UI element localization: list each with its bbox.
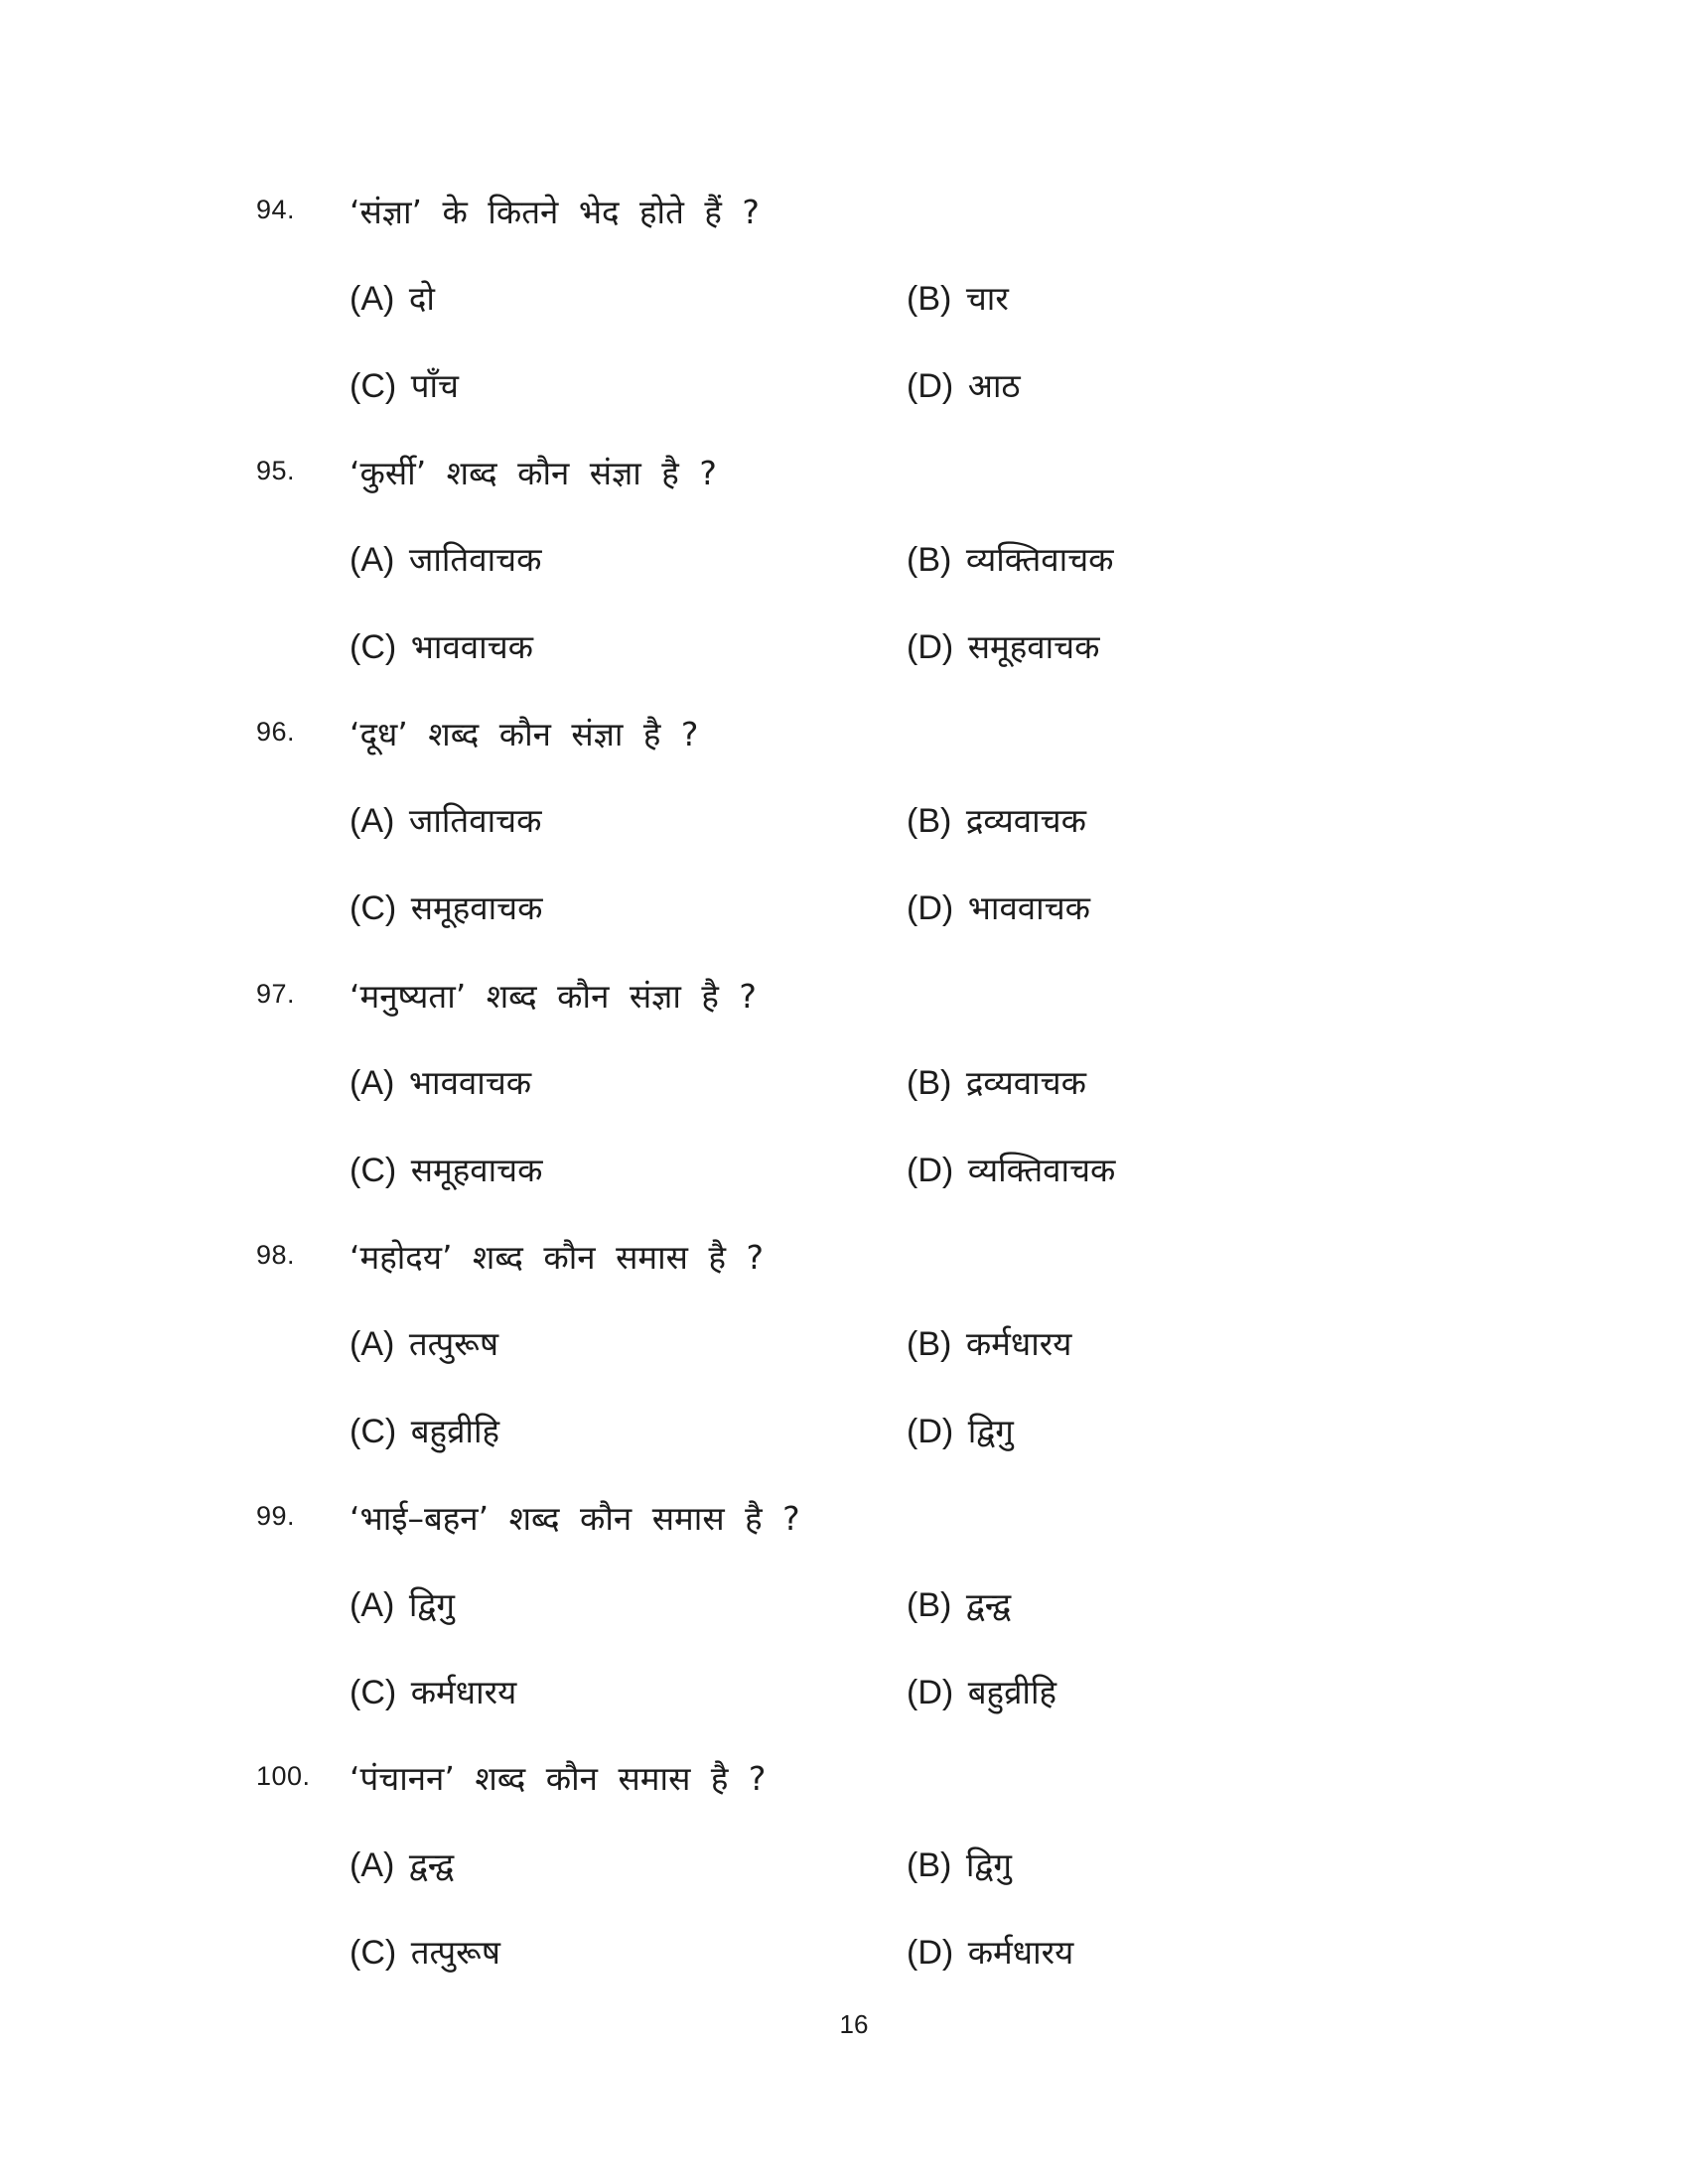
question-100 bbox=[0, 1755, 1688, 2016]
option-text: द्रव्यवाचक bbox=[965, 1063, 1086, 1102]
option-label: (A) bbox=[350, 1325, 395, 1363]
option-text: द्विगु bbox=[408, 1585, 455, 1624]
option-a bbox=[350, 1581, 455, 1626]
option-label: (A) bbox=[350, 1586, 395, 1624]
option-label: (C) bbox=[350, 1934, 397, 1972]
question-text: ‘संज्ञा’ के कितने भेद होते हैं ? bbox=[350, 193, 760, 231]
option-text: भाववाचक bbox=[408, 1063, 532, 1102]
option-text: द्विगु bbox=[967, 1412, 1014, 1450]
option-b bbox=[907, 1581, 1011, 1626]
question-text: ‘पंचानन’ शब्द कौन समास है ? bbox=[350, 1759, 767, 1798]
option-text: द्रव्यवाचक bbox=[965, 801, 1086, 840]
option-label: (A) bbox=[350, 1846, 395, 1884]
question-number: 96. bbox=[256, 717, 296, 747]
question-text: ‘कुर्सी’ शब्द कौन संज्ञा है ? bbox=[350, 454, 717, 492]
option-a bbox=[350, 1320, 498, 1365]
option-text: कर्मधारय bbox=[410, 1673, 517, 1711]
option-label: (C) bbox=[350, 1674, 397, 1711]
question-number: 99. bbox=[256, 1501, 296, 1531]
option-text: भाववाचक bbox=[410, 627, 533, 666]
question-number: 94. bbox=[256, 195, 296, 224]
option-d bbox=[907, 1408, 1014, 1452]
option-a bbox=[350, 275, 435, 320]
option-label: (D) bbox=[907, 367, 954, 405]
option-text: आठ bbox=[967, 366, 1021, 405]
option-text: दो bbox=[408, 279, 435, 318]
option-c bbox=[350, 885, 542, 929]
option-label: (B) bbox=[907, 280, 952, 318]
option-b bbox=[907, 275, 1009, 320]
option-text: भाववाचक bbox=[967, 888, 1090, 927]
question-text: ‘महोदय’ शब्द कौन समास है ? bbox=[350, 1238, 764, 1277]
option-b bbox=[907, 1842, 1012, 1886]
option-c bbox=[350, 1408, 499, 1452]
question-94 bbox=[0, 189, 1688, 450]
option-label: (A) bbox=[350, 802, 395, 840]
option-label: (B) bbox=[907, 1846, 952, 1884]
option-label: (A) bbox=[350, 280, 395, 318]
option-label: (D) bbox=[907, 1674, 954, 1711]
question-98 bbox=[0, 1234, 1688, 1495]
option-b bbox=[907, 536, 1114, 581]
option-a bbox=[350, 1059, 531, 1104]
option-c bbox=[350, 1669, 516, 1713]
option-label: (A) bbox=[350, 1064, 395, 1102]
question-text: ‘मनुष्यता’ शब्द कौन संज्ञा है ? bbox=[350, 977, 757, 1016]
option-label: (D) bbox=[907, 1934, 954, 1972]
option-d bbox=[907, 885, 1090, 929]
option-d bbox=[907, 1147, 1115, 1191]
question-95 bbox=[0, 450, 1688, 711]
option-text: जातिवाचक bbox=[408, 801, 542, 840]
page-number: 16 bbox=[839, 2009, 869, 2039]
option-b bbox=[907, 797, 1086, 842]
option-label: (B) bbox=[907, 802, 952, 840]
option-label: (C) bbox=[350, 1413, 397, 1450]
option-text: द्वन्द्व bbox=[408, 1845, 455, 1884]
option-b bbox=[907, 1059, 1086, 1104]
option-text: द्वन्द्व bbox=[965, 1585, 1012, 1624]
option-d bbox=[907, 1669, 1056, 1713]
option-label: (B) bbox=[907, 1064, 952, 1102]
question-number: 98. bbox=[256, 1240, 296, 1270]
question-97 bbox=[0, 973, 1688, 1234]
option-c bbox=[350, 623, 533, 668]
option-label: (C) bbox=[350, 628, 397, 666]
option-text: व्यक्तिवाचक bbox=[965, 540, 1114, 579]
option-b bbox=[907, 1320, 1071, 1365]
option-text: समूहवाचक bbox=[410, 1151, 543, 1189]
option-label: (B) bbox=[907, 1586, 952, 1624]
option-label: (A) bbox=[350, 541, 395, 579]
question-99 bbox=[0, 1495, 1688, 1756]
option-text: कर्मधारय bbox=[967, 1933, 1074, 1972]
question-number: 97. bbox=[256, 979, 296, 1009]
option-a bbox=[350, 536, 541, 581]
option-text: जातिवाचक bbox=[408, 540, 542, 579]
question-text: ‘दूध’ शब्द कौन संज्ञा है ? bbox=[350, 715, 699, 753]
option-text: चार bbox=[965, 279, 1009, 318]
question-number: 95. bbox=[256, 456, 296, 485]
question-text: ‘भाई–बहन’ शब्द कौन समास है ? bbox=[350, 1499, 800, 1538]
option-label: (B) bbox=[907, 541, 952, 579]
option-label: (C) bbox=[350, 889, 397, 927]
option-text: समूहवाचक bbox=[967, 627, 1100, 666]
option-text: तत्पुरूष bbox=[410, 1933, 500, 1972]
option-text: व्यक्तिवाचक bbox=[967, 1151, 1116, 1189]
option-text: द्विगु bbox=[965, 1845, 1012, 1884]
option-text: बहुव्रीहि bbox=[967, 1673, 1057, 1711]
option-text: तत्पुरूष bbox=[408, 1324, 499, 1363]
option-text: कर्मधारय bbox=[965, 1324, 1072, 1363]
option-d bbox=[907, 1929, 1073, 1974]
option-d bbox=[907, 362, 1021, 407]
option-label: (C) bbox=[350, 1152, 397, 1189]
option-label: (D) bbox=[907, 1152, 954, 1189]
option-label: (D) bbox=[907, 628, 954, 666]
option-label: (D) bbox=[907, 1413, 954, 1450]
question-96 bbox=[0, 711, 1688, 972]
option-c bbox=[350, 1147, 542, 1191]
option-text: समूहवाचक bbox=[410, 888, 543, 927]
option-c bbox=[350, 1929, 500, 1974]
question-number: 100. bbox=[256, 1761, 311, 1791]
option-a bbox=[350, 1842, 454, 1886]
option-text: बहुव्रीहि bbox=[410, 1412, 500, 1450]
option-text: पाँच bbox=[410, 366, 459, 405]
option-a bbox=[350, 797, 541, 842]
option-label: (D) bbox=[907, 889, 954, 927]
option-label: (C) bbox=[350, 367, 397, 405]
option-label: (B) bbox=[907, 1325, 952, 1363]
option-d bbox=[907, 623, 1099, 668]
option-c bbox=[350, 362, 459, 407]
